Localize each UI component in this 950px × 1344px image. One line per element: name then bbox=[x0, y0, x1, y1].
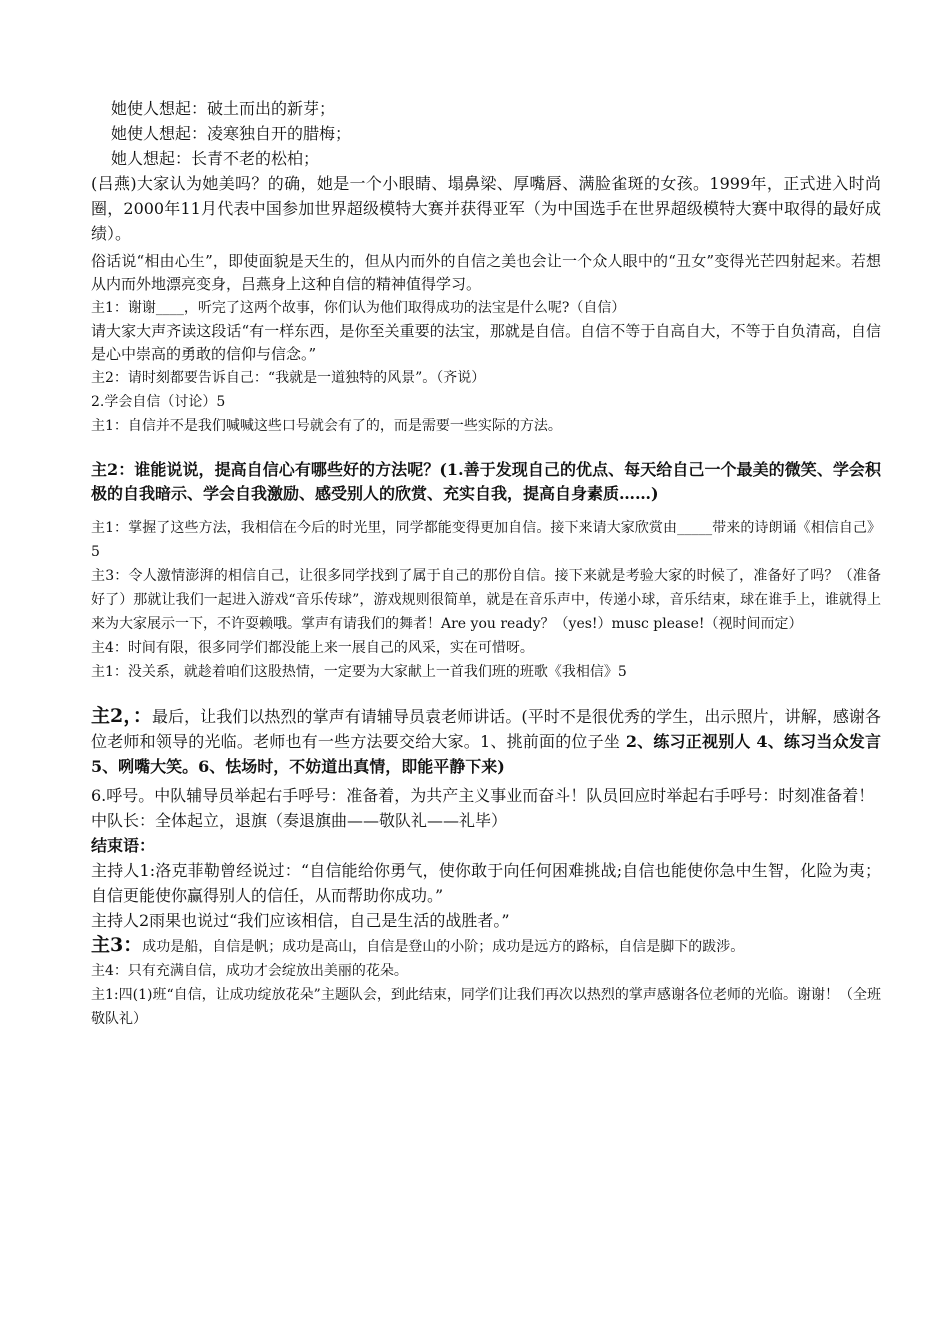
paragraph-lvyan: (吕燕)大家认为她美吗？的确，她是一个小眼睛、塌鼻梁、厚嘴唇、满脸雀斑的女孩。1999年，正式进入时尚圈，2000年11月代表中国参加世界超级模特大赛并获得亚军（为中国选手在世界超级模特大赛中取得的最好成绩）。 bbox=[91, 174, 881, 243]
line-host2: 主持人2雨果也说过“我们应该相信，自己是生活的战胜者。” bbox=[91, 911, 510, 930]
zhu3-final-text: 成功是船，自信是帆；成功是高山，自信是登山的小阶；成功是远方的路标，自信是脚下的跋涉。 bbox=[142, 939, 745, 955]
paragraph-xiangyou: 俗话说“相由心生”，即使面貌是天生的，但从内而外的自信之美也会让一个众人眼中的“丑女”变得光芒四射起来。若想从内而外地漂亮变身，吕燕身上这种自信的精神值得学习。 bbox=[91, 252, 881, 293]
line-zhu1-method: 主1：自信并不是我们喊喊这些口号就会有了的，而是需要一些实际的方法。 bbox=[91, 418, 562, 434]
line-zhu1-final: 主1:四(1)班“自信，让成功绽放花朵”主题队会，到此结束，同学们让我们再次以热烈的掌声感谢各位老师的光临。谢谢！（全班敬队礼） bbox=[91, 987, 881, 1027]
line-zhu3-final bbox=[91, 933, 881, 959]
intro-line-1: 她使人想起：破土而出的新芽； bbox=[111, 99, 336, 118]
line-read-aloud: 请大家大声齐读这段话“有一样东西，是你至关重要的法宝，那就是自信。自信不等于自高自大，不等于自负清高，自信是心中崇高的勇敢的信仰与信念。” bbox=[91, 322, 881, 363]
line-zhu3-game: 主3：令人激情澎湃的相信自己，让很多同学找到了属于自己的那份自信。接下来就是考验大家的时候了，准备好了吗？（准备好了）那就让我们一起进入游戏“音乐传球”，游戏规则很简单，就是在音乐声中，传递小球，音乐结束，球在谁手上，谁就得上来为大家展示一下，不许耍赖哦。掌声有请我们的舞者！Are you ready？（yes!）musc please!（视时间而定） bbox=[91, 568, 881, 632]
line-host1: 主持人1:洛克菲勒曾经说过：“自信能给你勇气，使你敢于向任何困难挑战;自信也能使你急中生智，化险为夷；自信更能使你赢得别人的信任，从而帮助你成功。” bbox=[91, 861, 881, 905]
zhu3-final-prefix: 主3： bbox=[91, 934, 143, 956]
closing-heading: 结束语： bbox=[91, 836, 156, 855]
line-zhu1-song: 主1：没关系，就趁着咱们这股热情，一定要为大家献上一首我们班的班歌《我相信》5 bbox=[91, 664, 627, 680]
intro-line-3: 她人想起：长青不老的松柏； bbox=[111, 149, 320, 168]
line-zhu2-methods-bold: 主2：谁能说说，提高自信心有哪些好的方法呢？(1.善于发现自己的优点、每天给自己一个最美的微笑、学会积极的自我暗示、学会自我激励、感受别人的欣赏、充实自我，提高自身素质……) bbox=[91, 460, 881, 503]
paragraph-final-speech bbox=[91, 704, 881, 779]
line-zhu2-tell: 主2：请时刻都要告诉自己：“我就是一道独特的风景”。（齐说） bbox=[91, 370, 486, 386]
line-zhu1-thanks: 主1：谢谢____，听完了这两个故事，你们认为他们取得成功的法宝是什么呢?（自信） bbox=[91, 300, 626, 316]
final-speech-prefix: 主2，： bbox=[91, 705, 152, 727]
document-body bbox=[91, 96, 881, 1031]
line-zhu4-final: 主4：只有充满自信，成功才会绽放出美丽的花朵。 bbox=[91, 963, 408, 979]
intro-line-2: 她使人想起：凌寒独自开的腊梅； bbox=[111, 124, 352, 143]
line-flag: 中队长：全体起立，退旗（奏退旗曲——敬队礼——礼毕） bbox=[91, 811, 508, 830]
line-zhu1-poem: 主1：掌握了这些方法，我相信在今后的时光里，同学都能变得更加自信。接下来请大家欣赏由_____带来的诗朗诵《相信自己》5 bbox=[91, 520, 881, 560]
final-speech-bold-text: 2、练习正视别人 4、练习当众发言 5、咧嘴大笑。6、怯场时，不妨道出真情，即能平静下来) bbox=[91, 732, 881, 776]
line-salute: 6.呼号。中队辅导员举起右手呼号：准备着，为共产主义事业而奋斗！队员回应时举起右手呼号：时刻准备着！ bbox=[91, 786, 875, 805]
line-zhu4-time: 主4：时间有限，很多同学们都没能上来一展自己的风采，实在可惜呀。 bbox=[91, 640, 534, 656]
section-heading-learn-confidence: 2.学会自信（讨论）5 bbox=[91, 394, 226, 410]
final-speech-text: 最后，让我们以热烈的掌声有请辅导员袁老师讲话。(平时不是很优秀的学生，出示照片，讲解，感谢各位老师和领导的光临。老师也有一些方法要交给大家。1、挑前面的位子坐 bbox=[91, 707, 881, 751]
